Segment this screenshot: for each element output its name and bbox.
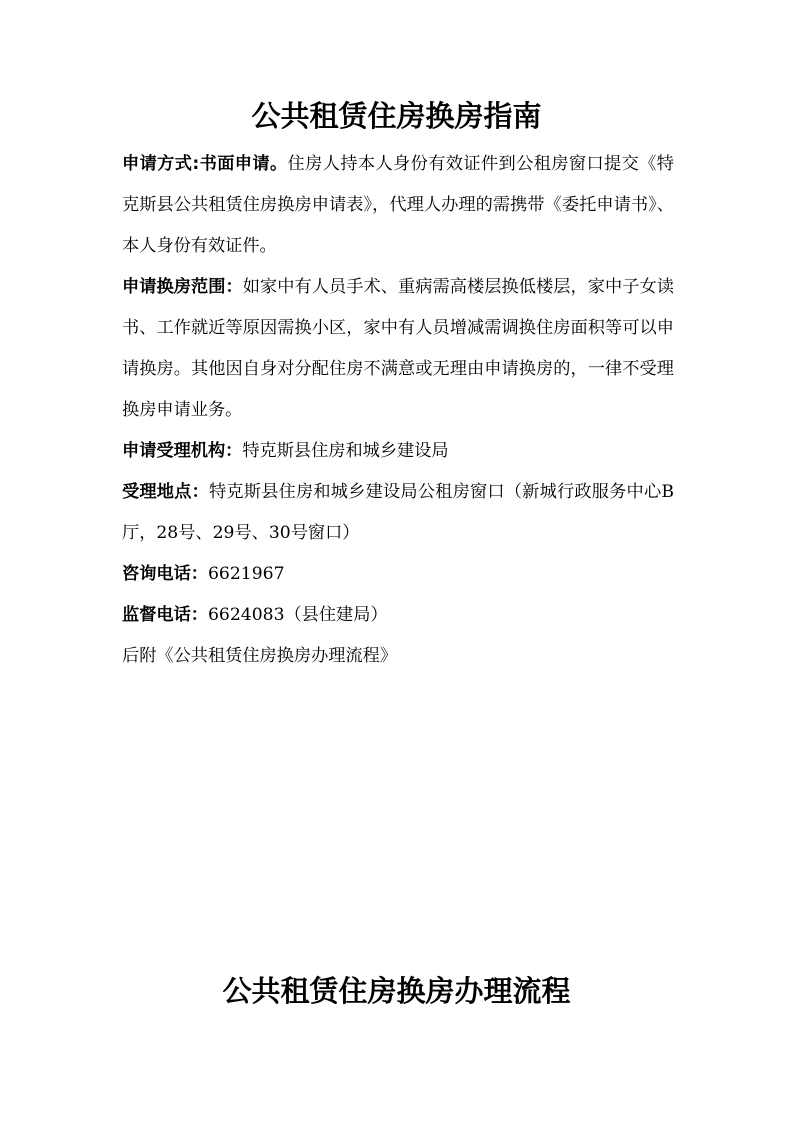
section-text: 6624083（县住建局） bbox=[207, 605, 388, 625]
document-body bbox=[122, 144, 674, 677]
section-label: 受理地点： bbox=[122, 482, 209, 502]
section-consultation-phone bbox=[122, 554, 674, 595]
section-exchange-scope bbox=[122, 267, 674, 431]
section-supervision-phone bbox=[122, 595, 674, 636]
section-accepting-location bbox=[122, 472, 674, 554]
section-text: 特克斯县住房和城乡建设局 bbox=[242, 441, 449, 461]
section-text: 如家中有人员手术、重病需高楼层换低楼层，家中子女读书、工作就近等原因需换小区，家中有人员增减需调换住房面积等可以申请换房。其他因自身对分配住房不满意或无理由申请换房的，一律不受理换房申请业务。 bbox=[122, 277, 674, 420]
section-text: 住房人持本人身份有效证件到公租房窗口提交《特克斯县公共租赁住房换房申请表》，代理人办理的需携带《委托申请书》、本人身份有效证件。 bbox=[122, 154, 674, 256]
appendix-note: 后附《公共租赁住房换房办理流程》 bbox=[122, 646, 398, 666]
section-accepting-agency bbox=[122, 431, 674, 472]
section-label: 咨询电话： bbox=[122, 564, 208, 584]
section-label: 监督电话： bbox=[122, 605, 208, 625]
process-title: 公共租赁住房换房办理流程 bbox=[222, 974, 571, 1008]
document-title: 公共租赁住房换房指南 bbox=[251, 99, 542, 133]
section-text: 特克斯县住房和城乡建设局公租房窗口（新城行政服务中心B厅，28号、29号、30号窗口） bbox=[122, 482, 674, 543]
section-application-method bbox=[122, 144, 674, 267]
section-text: 6621967 bbox=[207, 564, 285, 584]
section-label: 申请换房范围： bbox=[122, 277, 243, 297]
section-label: 申请受理机构： bbox=[122, 441, 243, 461]
section-label: 申请方式:书面申请。 bbox=[122, 154, 288, 174]
